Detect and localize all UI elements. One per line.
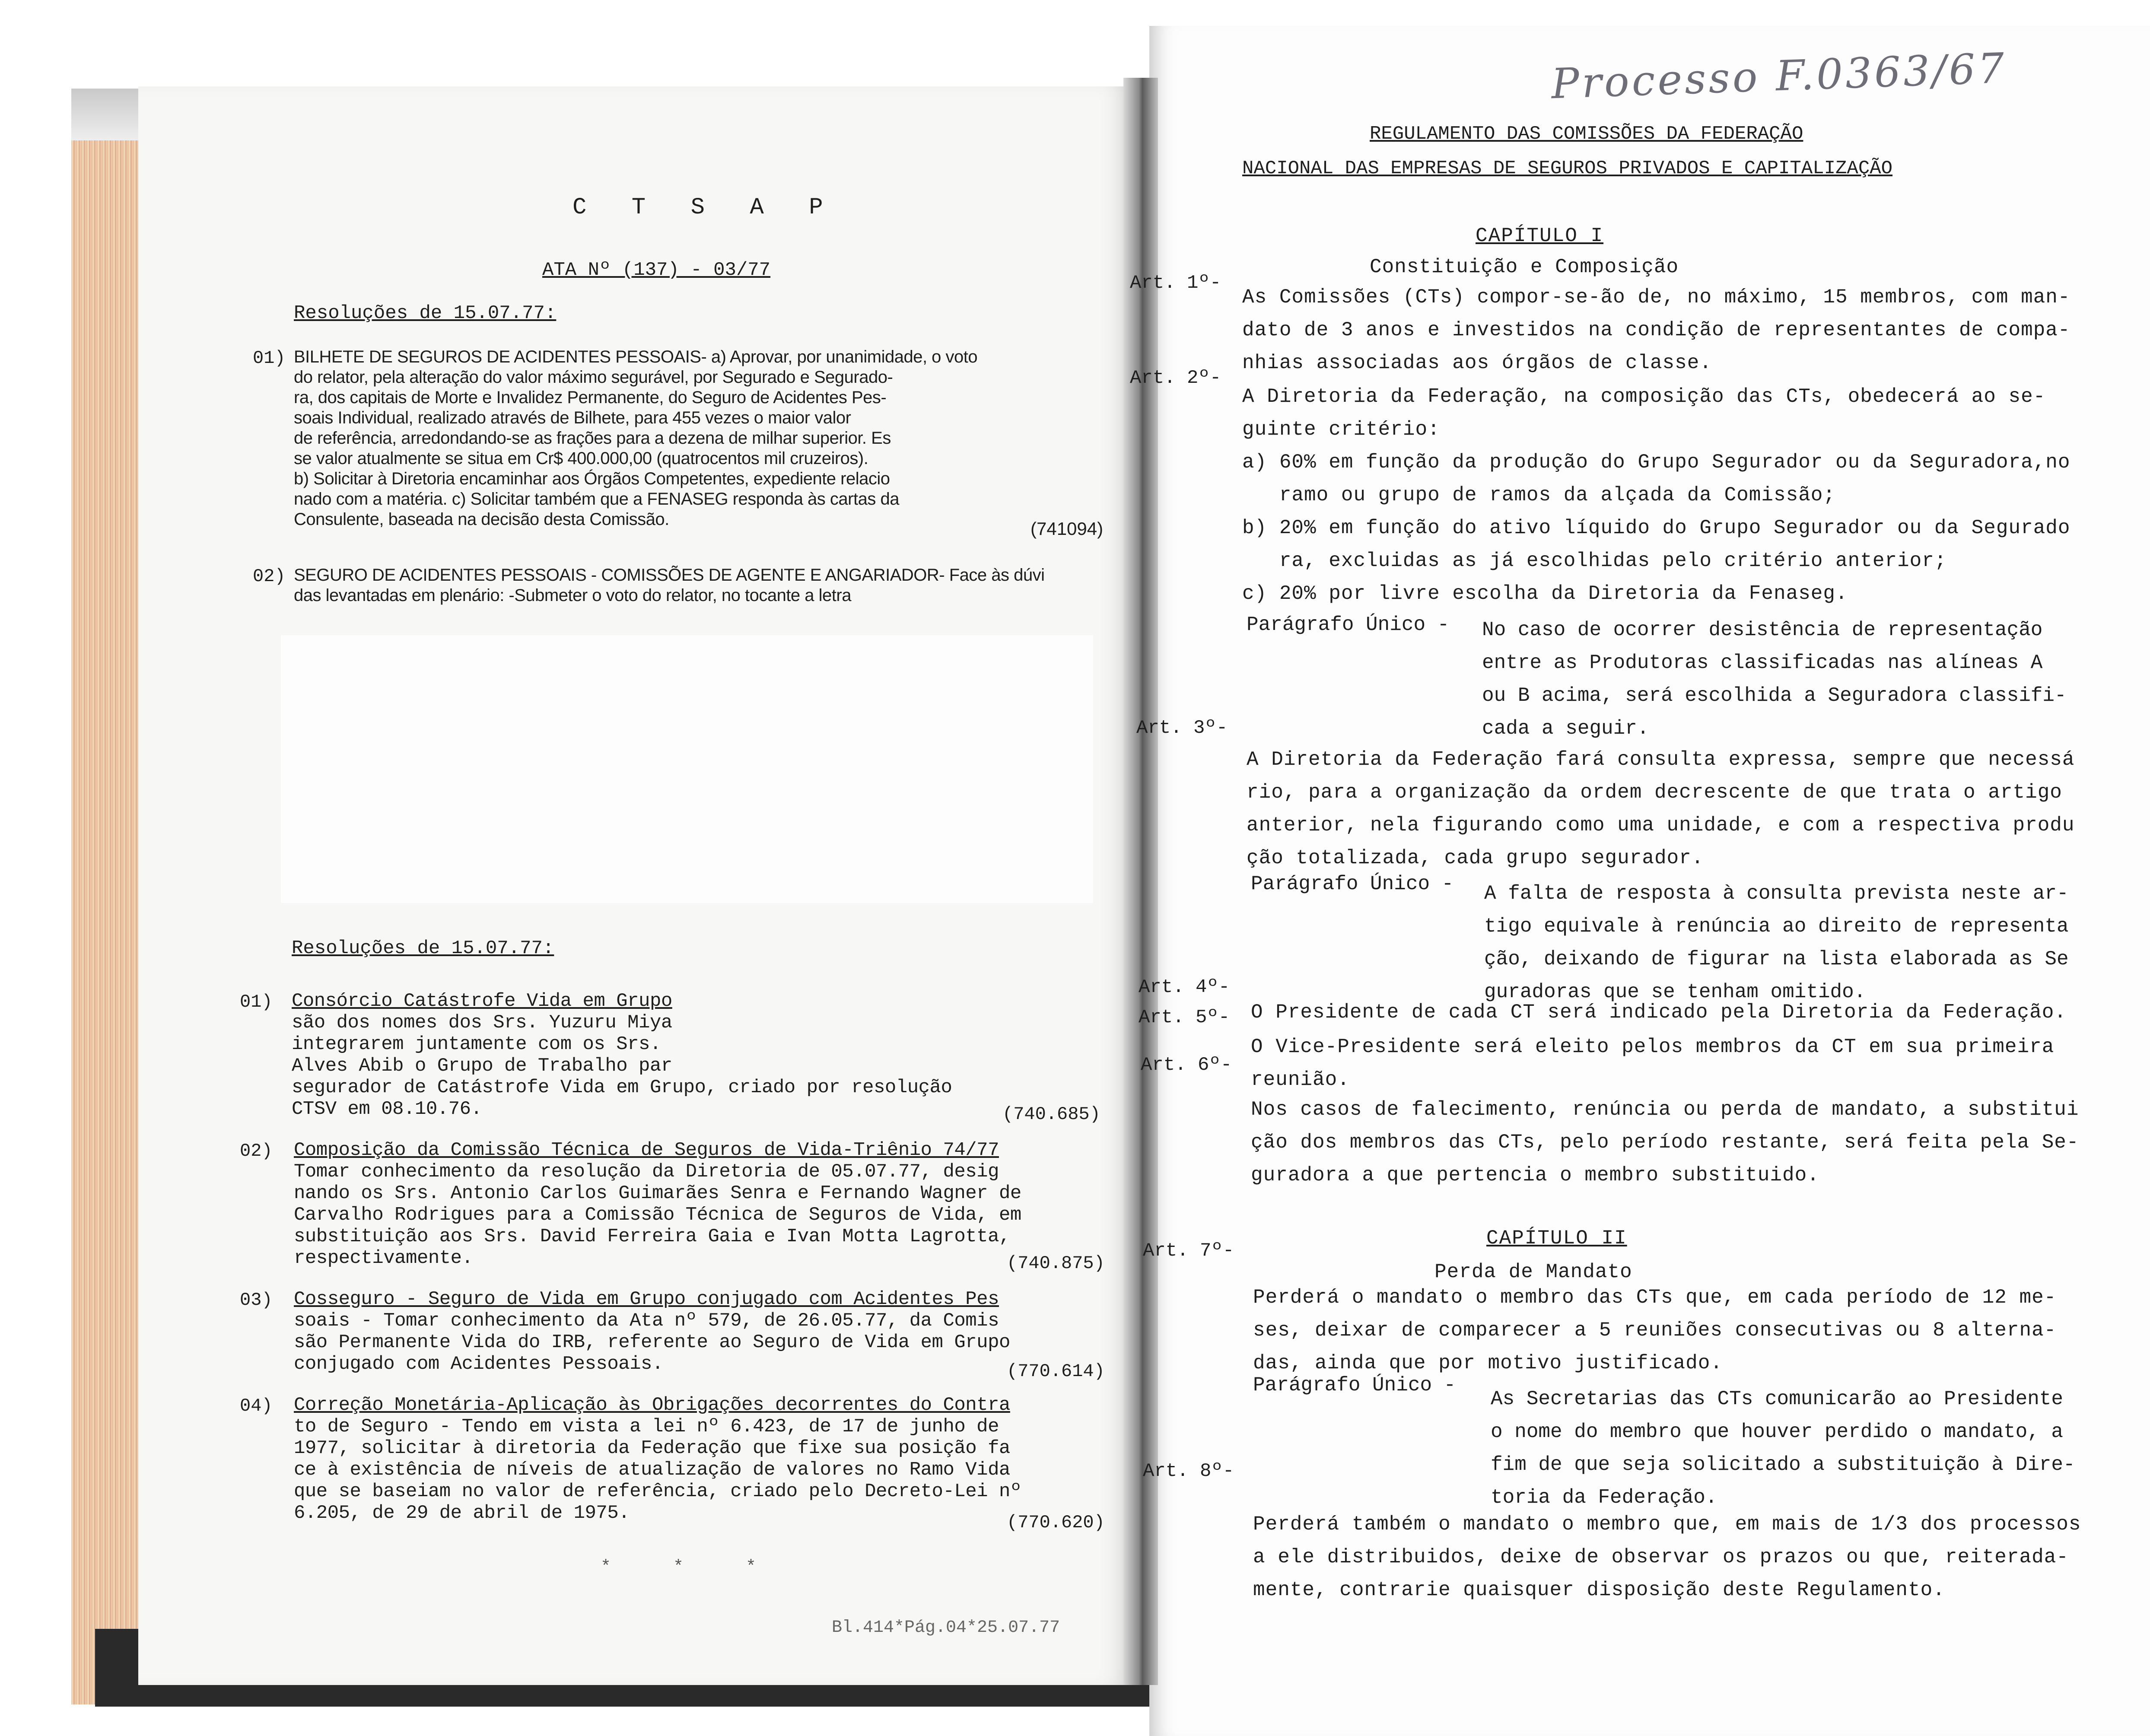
text-line: guinte critério: bbox=[1242, 418, 1440, 441]
article-label: Art. 5º- bbox=[1139, 1007, 1230, 1028]
text-line: rio, para a organização da ordem decrescente de que trata o artigo bbox=[1247, 781, 2062, 804]
text-line: SEGURO DE ACIDENTES PESSOAIS - COMISSÕES DE AGENTE E ANGARIADOR- Face às dúvi bbox=[294, 566, 1045, 585]
text-line: Alves Abib o Grupo de Trabalho par bbox=[292, 1055, 672, 1077]
text-line: do relator, pela alteração do valor máximo segurável, por Segurado e Segurado- bbox=[294, 368, 893, 387]
article-3-paragraph bbox=[1484, 877, 2069, 1008]
article-label: Art. 2º- bbox=[1130, 367, 1221, 389]
text-line: A Diretoria da Federação, na composição das CTs, obedecerá ao se- bbox=[1242, 385, 2046, 408]
regulation-heading-line1: REGULAMENTO DAS COMISSÕES DA FEDERAÇÃO bbox=[1370, 123, 1803, 145]
text-line: Tomar conhecimento da resolução da Diretoria de 05.07.77, desig bbox=[294, 1161, 999, 1183]
article-8-text bbox=[1253, 1508, 2081, 1606]
text-line: nando os Srs. Antonio Carlos Guimarães Senra e Fernando Wagner de bbox=[294, 1183, 1021, 1204]
text-line: Correção Monetária-Aplicação às Obrigações decorrentes do Contra bbox=[294, 1394, 1010, 1416]
text-line: No caso de ocorrer desistência de representação bbox=[1482, 619, 2043, 641]
item-number: 03) bbox=[240, 1290, 273, 1310]
text-line: b) 20% em função do ativo líquido do Grupo Segurador ou da Segurado bbox=[1242, 517, 2070, 539]
article-label: Art. 4º- bbox=[1139, 976, 1230, 998]
item-number: 01) bbox=[253, 348, 286, 369]
text-line: ses, deixar de comparecer a 5 reuniões consecutivas ou 8 alterna- bbox=[1253, 1319, 2057, 1342]
text-line: que se baseiam no valor de referência, criado pelo Decreto-Lei nº bbox=[294, 1481, 1021, 1502]
text-line: o nome do membro que houver perdido o mandato, a bbox=[1491, 1421, 2064, 1443]
chapter-2-subtitle: Perda de Mandato bbox=[1434, 1261, 1632, 1283]
item-number: 01) bbox=[240, 992, 273, 1012]
article-7-text bbox=[1253, 1281, 2056, 1380]
text-line: A falta de resposta à consulta prevista neste ar- bbox=[1484, 882, 2069, 905]
text-line: O Presidente de cada CT será indicado pela Diretoria da Federação. bbox=[1251, 1001, 2067, 1024]
resolution-item-composicao bbox=[294, 1139, 1021, 1269]
reference-code: (740.685) bbox=[1002, 1104, 1100, 1125]
article-label: Art. 7º- bbox=[1143, 1240, 1234, 1262]
article-2-text bbox=[1242, 380, 2070, 610]
text-line: anterior, nela figurando como uma unidade, e com a respectiva produ bbox=[1247, 814, 2075, 836]
text-line: ção dos membros das CTs, pelo período restante, será feita pela Se- bbox=[1251, 1131, 2079, 1154]
regulation-heading-line2: NACIONAL DAS EMPRESAS DE SEGUROS PRIVADOS E CAPITALIZAÇÃO bbox=[1242, 158, 1893, 179]
text-line: CTSV em 08.10.76. bbox=[292, 1098, 482, 1120]
paragraph-label: Parágrafo Único - bbox=[1251, 873, 1454, 895]
text-line: b) Solicitar à Diretoria encaminhar aos Órgãos Competentes, expediente relacio bbox=[294, 469, 890, 488]
article-5-text bbox=[1251, 1030, 2054, 1096]
article-6-text bbox=[1251, 1093, 2079, 1192]
article-label: Art. 6º- bbox=[1141, 1054, 1232, 1076]
chapter-1-subtitle: Constituição e Composição bbox=[1370, 256, 1679, 278]
text-line: toria da Federação. bbox=[1491, 1486, 1717, 1509]
text-line: Composição da Comissão Técnica de Seguros de Vida-Triênio 74/77 bbox=[294, 1139, 999, 1161]
text-line: Carvalho Rodrigues para a Comissão Técnica de Seguros de Vida, em bbox=[294, 1204, 1021, 1226]
text-line: c) 20% por livre escolha da Diretoria da Fenaseg. bbox=[1242, 582, 1848, 605]
resolution-item-cosseguro bbox=[294, 1288, 1010, 1375]
handwritten-process-note: Processo F.0363/67 bbox=[1550, 44, 2008, 108]
text-line: ção totalizada, cada grupo segurador. bbox=[1247, 847, 1704, 869]
text-line: reunião. bbox=[1251, 1068, 1350, 1091]
text-line: ra, excluidas as já escolhidas pelo critério anterior; bbox=[1242, 550, 1947, 572]
resolution-item-consorcio bbox=[292, 990, 952, 1120]
resolution-item-bilhete bbox=[294, 347, 977, 530]
text-line: substituição aos Srs. David Ferreira Gaia e Ivan Motta Lagrotta, bbox=[294, 1226, 1010, 1247]
text-line: ção, deixando de figurar na lista elaborada as Se bbox=[1484, 948, 2069, 970]
text-line: 1977, solicitar à diretoria da Federação que fixe sua posição fa bbox=[294, 1437, 1010, 1459]
text-line: nhias associadas aos órgãos de classe. bbox=[1242, 352, 1712, 374]
text-line: a ele distribuidos, deixe de observar os prazos ou que, reiterada- bbox=[1253, 1546, 2069, 1568]
resolutions-heading-1: Resoluções de 15.07.77: bbox=[294, 302, 557, 324]
chapter-1-title: CAPÍTULO I bbox=[1476, 225, 1604, 247]
resolution-item-correcao bbox=[294, 1394, 1021, 1524]
article-7-paragraph bbox=[1491, 1383, 2075, 1514]
text-line: Nos casos de falecimento, renúncia ou perda de mandato, a substitui bbox=[1251, 1098, 2079, 1121]
text-line: dato de 3 anos e investidos na condição de representantes de compa- bbox=[1242, 319, 2070, 341]
text-line: são dos nomes dos Srs. Yuzuru Miya bbox=[292, 1012, 672, 1033]
resolution-item-comissoes bbox=[294, 565, 1045, 606]
item-number: 04) bbox=[240, 1396, 273, 1416]
article-label: Art. 1º- bbox=[1130, 272, 1221, 294]
text-line: ra, dos capitais de Morte e Invalidez Permanente, do Seguro de Acidentes Pes- bbox=[294, 388, 887, 407]
text-line: Perderá também o mandato o membro que, em mais de 1/3 dos processos bbox=[1253, 1513, 2081, 1536]
book-gutter bbox=[1123, 78, 1158, 1685]
resolutions-heading-2: Resoluções de 15.07.77: bbox=[292, 938, 554, 959]
text-line: ramo ou grupo de ramos da alçada da Comissão; bbox=[1242, 484, 1836, 506]
text-line: soais Individual, realizado através de Bilhete, para 455 vezes o maior valor bbox=[294, 408, 851, 427]
reference-code: (770.620) bbox=[1007, 1512, 1105, 1533]
page-footer-reference: Bl.414*Pág.04*25.07.77 bbox=[832, 1618, 1060, 1637]
text-line: guradoras que se tenham omitido. bbox=[1484, 981, 1866, 1003]
text-line: 6.205, de 29 de abril de 1975. bbox=[294, 1502, 630, 1524]
article-4-text bbox=[1251, 996, 2067, 1029]
text-line: O Vice-Presidente será eleito pelos membros da CT em sua primeira bbox=[1251, 1036, 2055, 1058]
text-line: das, ainda que por motivo justificado. bbox=[1253, 1352, 1723, 1374]
item-number: 02) bbox=[253, 566, 286, 587]
paragraph-label: Parágrafo Único - bbox=[1247, 614, 1450, 636]
left-page-title: C T S A P bbox=[572, 194, 839, 221]
text-line: Consórcio Catástrofe Vida em Grupo bbox=[292, 990, 672, 1012]
text-line: ou B acima, será escolhida a Seguradora classifi- bbox=[1482, 684, 2067, 707]
text-line: BILHETE DE SEGUROS DE ACIDENTES PESSOAIS- a) Aprovar, por unanimidade, o voto bbox=[294, 347, 978, 366]
reference-code: (741094) bbox=[1030, 518, 1104, 539]
article-3-text bbox=[1247, 743, 2075, 874]
article-label: Art. 8º- bbox=[1143, 1460, 1234, 1482]
paragraph-label: Parágrafo Único - bbox=[1253, 1374, 1456, 1396]
text-line: to de Seguro - Tendo em vista a lei nº 6.423, de 17 de junho de bbox=[294, 1416, 999, 1437]
article-label: Art. 3º- bbox=[1136, 717, 1228, 739]
text-line: ce à existência de níveis de atualização de valores no Ramo Vida bbox=[294, 1459, 1010, 1481]
reference-code: (740.875) bbox=[1007, 1253, 1105, 1274]
book-page-edges bbox=[71, 89, 140, 1704]
section-separator-stars: * * * bbox=[601, 1558, 782, 1577]
text-line: das levantadas em plenário: -Submeter o voto do relator, no tocante a letra bbox=[294, 586, 851, 605]
text-line: de referência, arredondando-se as frações para a dezena de milhar superior. Es bbox=[294, 429, 891, 448]
text-line: tigo equivale à renúncia ao direito de representa bbox=[1484, 915, 2069, 938]
text-line: se valor atualmente se situa em Cr$ 400.000,00 (quatrocentos mil cruzeiros). bbox=[294, 449, 868, 468]
text-line: Consulente, baseada na decisão desta Comissão. bbox=[294, 510, 669, 529]
text-line: a) 60% em função da produção do Grupo Segurador ou da Seguradora,no bbox=[1242, 451, 2070, 474]
text-line: segurador de Catástrofe Vida em Grupo, criado por resolução bbox=[292, 1077, 952, 1098]
text-line: guradora a que pertencia o membro substituido. bbox=[1251, 1164, 1819, 1186]
text-line: Perderá o mandato o membro das CTs que, em cada período de 12 me- bbox=[1253, 1286, 2057, 1309]
text-line: conjugado com Acidentes Pessoais. bbox=[294, 1353, 663, 1375]
text-line: A Diretoria da Federação fará consulta expressa, sempre que necessá bbox=[1247, 748, 2075, 771]
paper-patch bbox=[281, 635, 1093, 903]
text-line: fim de que seja solicitado a substituição à Dire- bbox=[1491, 1453, 2075, 1476]
text-line: mente, contrarie quaisquer disposição deste Regulamento. bbox=[1253, 1579, 1945, 1601]
text-line: Cosseguro - Seguro de Vida em Grupo conjugado com Acidentes Pes bbox=[294, 1288, 999, 1310]
text-line: As Comissões (CTs) compor-se-ão de, no máximo, 15 membros, com man- bbox=[1242, 286, 2070, 308]
chapter-2-title: CAPÍTULO II bbox=[1486, 1227, 1627, 1250]
text-line: respectivamente. bbox=[294, 1247, 473, 1269]
text-line: soais - Tomar conhecimento da Ata nº 579, de 26.05.77, da Comis bbox=[294, 1310, 999, 1332]
text-line: As Secretarias das CTs comunicarão ao Presidente bbox=[1491, 1388, 2064, 1410]
text-line: cada a seguir. bbox=[1482, 717, 1649, 740]
text-line: são Permanente Vida do IRB, referente ao Seguro de Vida em Grupo bbox=[294, 1332, 1010, 1353]
text-line: nado com a matéria. c) Solicitar também que a FENASEG responda às cartas da bbox=[294, 490, 899, 509]
article-1-text bbox=[1242, 281, 2070, 379]
text-line: integrarem juntamente com os Srs. bbox=[292, 1033, 661, 1055]
article-2-paragraph bbox=[1482, 614, 2067, 745]
reference-code: (770.614) bbox=[1007, 1361, 1105, 1382]
ata-number: ATA Nº (137) - 03/77 bbox=[542, 259, 771, 281]
item-number: 02) bbox=[240, 1141, 273, 1161]
text-line: entre as Produtoras classificadas nas alíneas A bbox=[1482, 652, 2043, 674]
